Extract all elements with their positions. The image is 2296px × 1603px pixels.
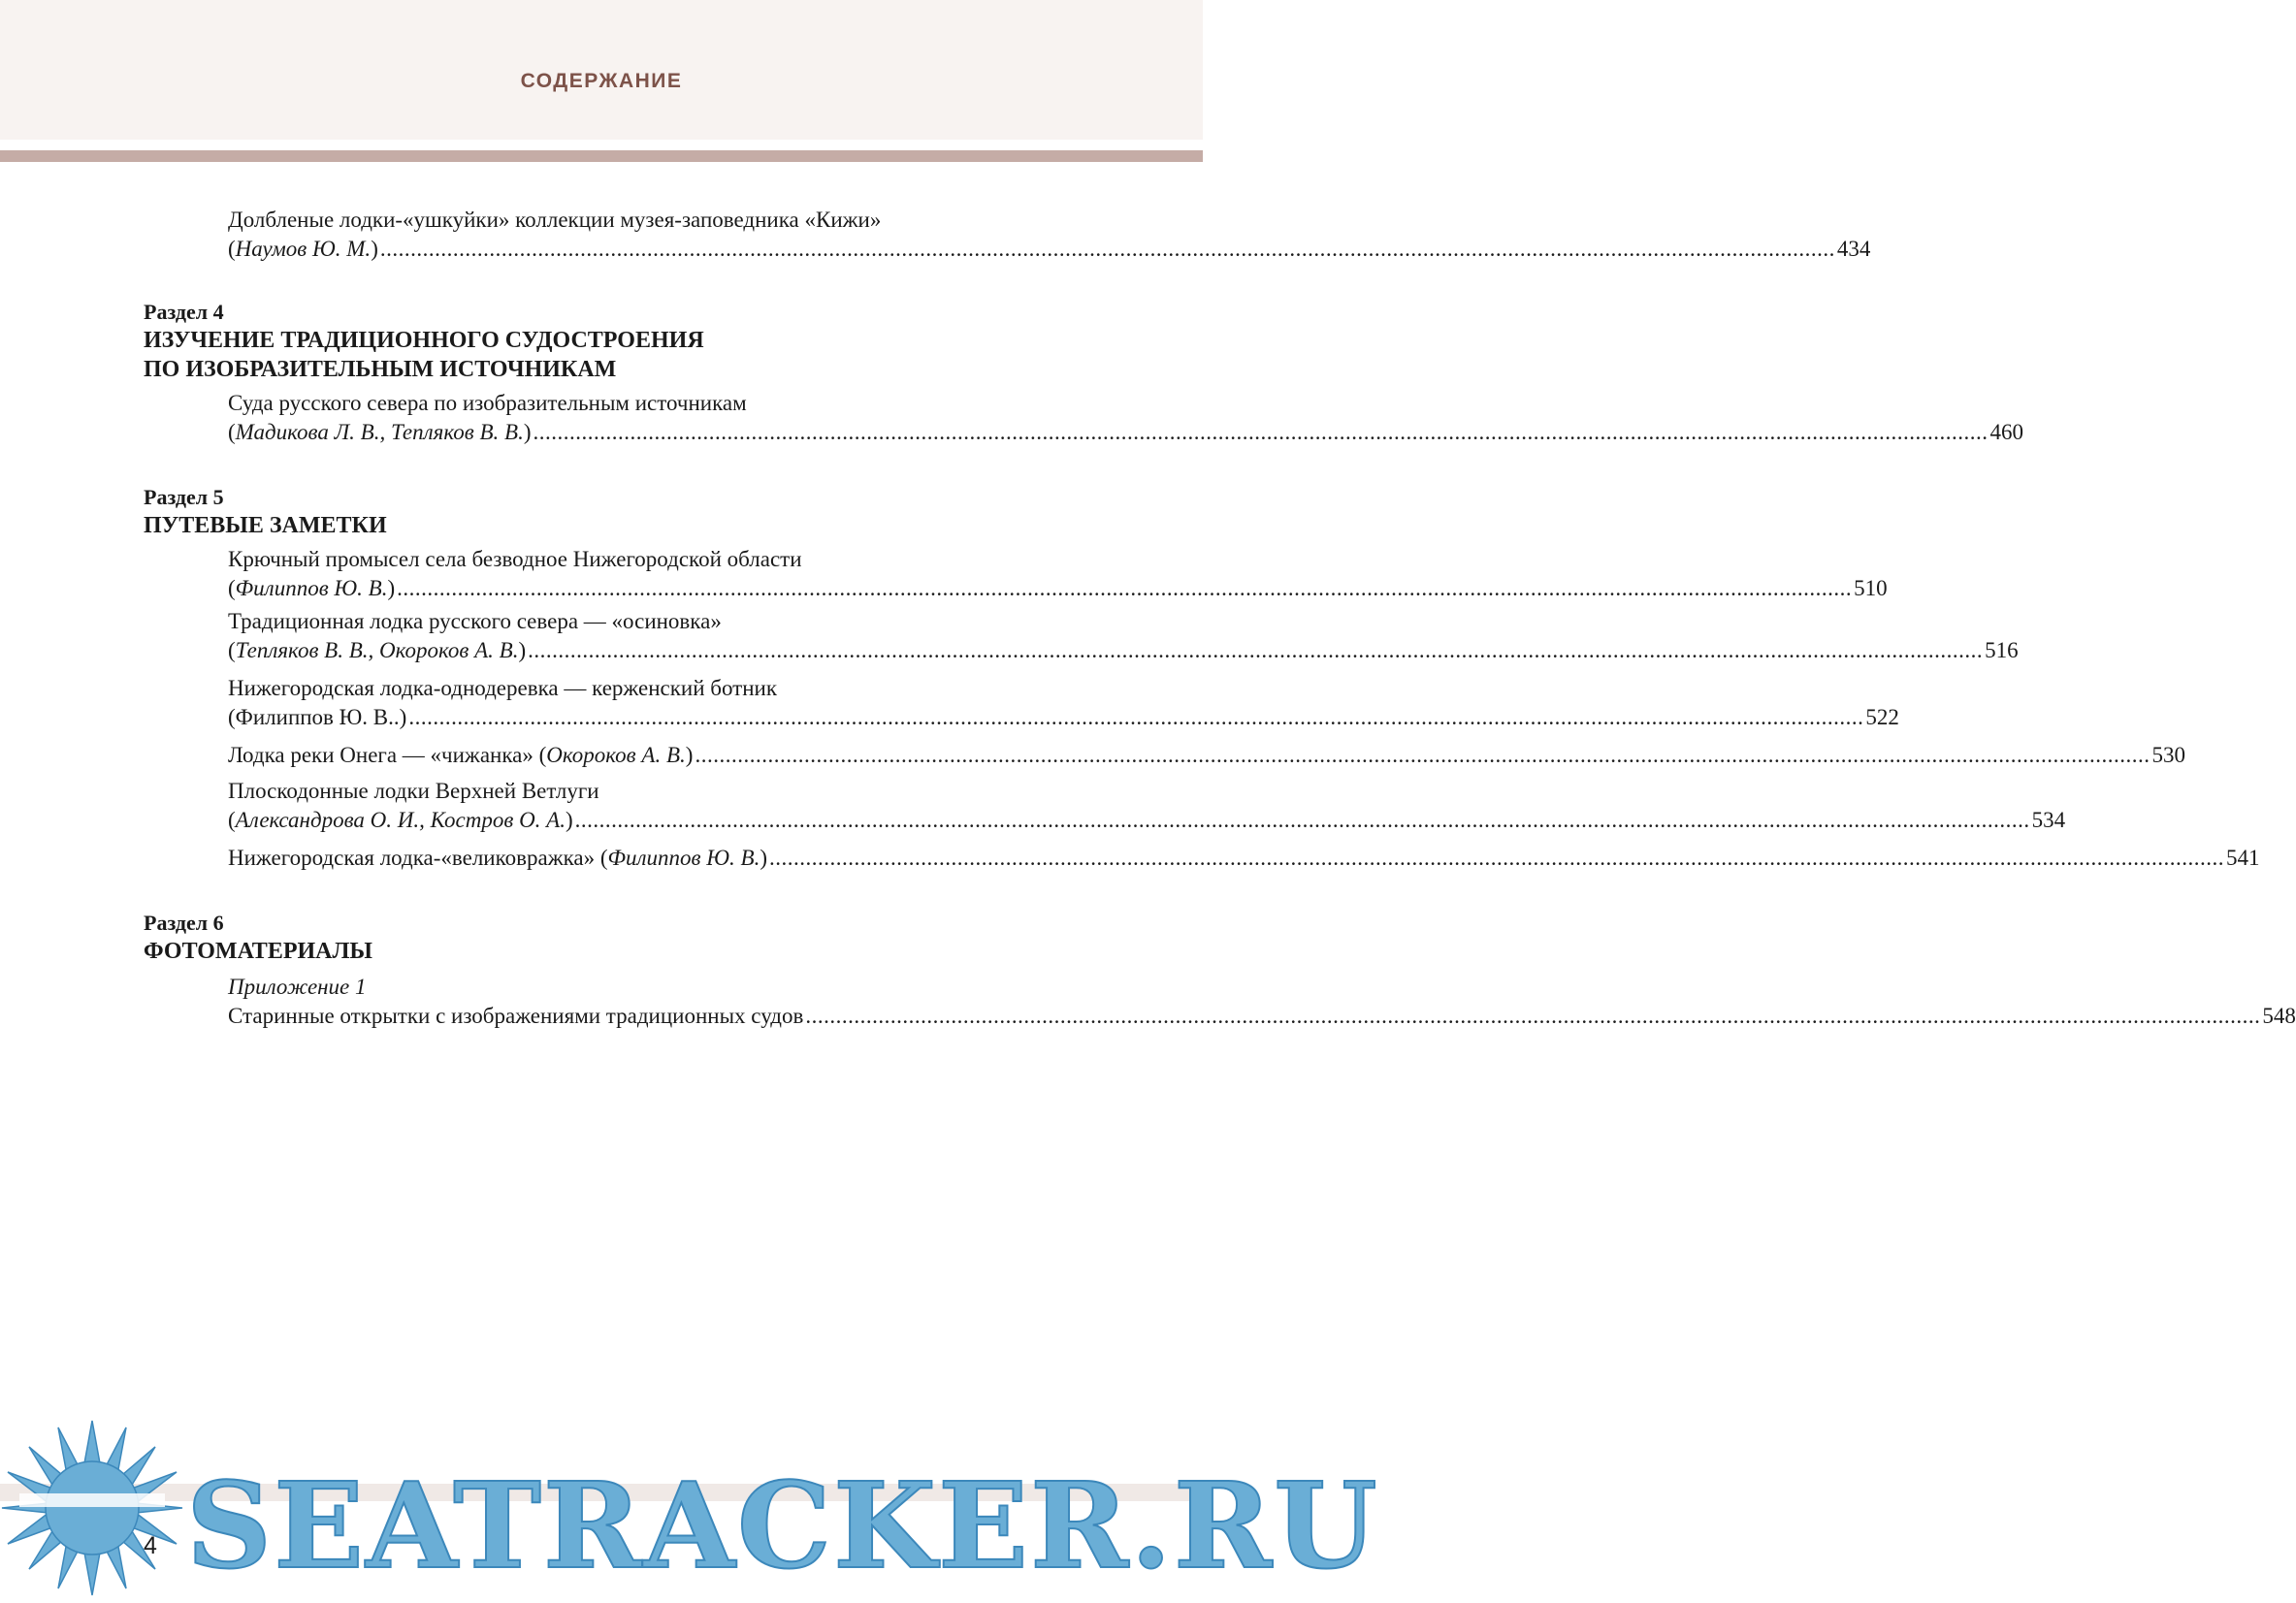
toc-entry-page: 522 bbox=[1865, 705, 1899, 729]
page-number: 4 bbox=[144, 1532, 157, 1559]
toc-entry-author: Филиппов Ю. В. bbox=[235, 576, 388, 600]
toc-entry-title: Нижегородская лодка-«великовражка» ( bbox=[228, 846, 608, 870]
toc-entry-title: Крючный промысел села безводное Нижегородской области bbox=[228, 547, 802, 571]
toc-entry-title: Нижегородская лодка-однодеревка — керженский ботник bbox=[228, 676, 778, 700]
toc-entry-page: 534 bbox=[2031, 808, 2066, 832]
toc-entry-page: 510 bbox=[1854, 576, 1888, 600]
toc-entry-page: 530 bbox=[2151, 743, 2185, 767]
toc-entry-page: 516 bbox=[1985, 638, 2019, 662]
toc-entry-title: Долбленые лодки-«ушкуйки» коллекции музея-заповедника «Кижи» bbox=[228, 208, 882, 232]
toc-entry-leader: (Филиппов Ю. В.) ..... 510 bbox=[228, 573, 1056, 604]
toc-entry-author: Наумов Ю. М. bbox=[235, 237, 372, 261]
section-6-number: Раздел 6 bbox=[144, 911, 224, 935]
toc-entry-page: 434 bbox=[1836, 237, 1871, 261]
header-title: СОДЕРЖАНИЕ bbox=[520, 70, 683, 92]
toc-entry-title: Плоскодонные лодки Верхней Ветлуги bbox=[228, 779, 599, 803]
section-4-number: Раздел 4 bbox=[144, 300, 224, 324]
toc-entry-author: Тепляков В. В., Окороков А. В. bbox=[235, 638, 519, 662]
toc-entry-author: Мадикова Л. В., Тепляков В. В. bbox=[235, 420, 524, 444]
toc-entry-leader: Лодка реки Онега — «чижанка» (Окороков А. В.) ..... 530 bbox=[228, 740, 1056, 771]
toc-entry-author: Филиппов Ю. В. bbox=[607, 846, 760, 870]
toc-entry-leader: (Наумов Ю. М.) ..... 434 bbox=[228, 234, 1056, 265]
appendix-label: Приложение 1 bbox=[228, 975, 367, 999]
toc-entry-title: Лодка реки Онега — «чижанка» ( bbox=[228, 743, 547, 767]
toc-entry-leader: (Филиппов Ю. В..) ..... 522 bbox=[228, 702, 1056, 733]
page-header bbox=[0, 0, 1203, 140]
toc-entry-title: Старинные открытки с изображениями традиционных судов bbox=[228, 1004, 804, 1028]
section-6-title: ФОТОМАТЕРИАЛЫ bbox=[144, 939, 372, 964]
toc-entry-leader: (Тепляков В. В., Окороков А. В.) ..... 516 bbox=[228, 635, 1056, 666]
toc-entry-leader bbox=[228, 1001, 2296, 1032]
toc-entry-leader: (Александрова О. И., Костров О. А.) ..... 534 bbox=[228, 805, 1056, 836]
toc-entry-author: Окороков А. В. bbox=[546, 743, 686, 767]
toc-entry-leader: (Мадикова Л. В., Тепляков В. В.) ..... 460 bbox=[228, 417, 1056, 448]
toc-entry-page: 460 bbox=[1989, 420, 2024, 444]
watermark-text: SEATRACKER.RU bbox=[186, 1456, 1379, 1595]
section-4-title-line-1: ИЗУЧЕНИЕ ТРАДИЦИОННОГО СУДОСТРОЕНИЯ bbox=[144, 328, 704, 353]
toc-entry-author: Филиппов Ю. В. bbox=[235, 705, 394, 729]
toc-entry-page: 541 bbox=[2226, 846, 2260, 870]
toc-entry-author: Александрова О. И., Костров О. А. bbox=[235, 808, 566, 832]
section-5-number: Раздел 5 bbox=[144, 485, 224, 509]
toc-entry-title: Традиционная лодка русского севера — «осиновка» bbox=[228, 609, 722, 633]
section-4-title-line-2: ПО ИЗОБРАЗИТЕЛЬНЫМ ИСТОЧНИКАМ bbox=[144, 357, 617, 382]
toc-entry-leader: Нижегородская лодка-«великовражка» (Филиппов Ю. В.) ..... 541 bbox=[228, 843, 1056, 874]
section-5-title: ПУТЕВЫЕ ЗАМЕТКИ bbox=[144, 513, 387, 538]
toc-entry-title: Суда русского севера по изобразительным источникам bbox=[228, 391, 747, 415]
header-rule bbox=[0, 150, 1203, 162]
sun-logo-icon bbox=[0, 1416, 184, 1600]
toc-entry-page: 548 bbox=[2262, 1004, 2296, 1028]
